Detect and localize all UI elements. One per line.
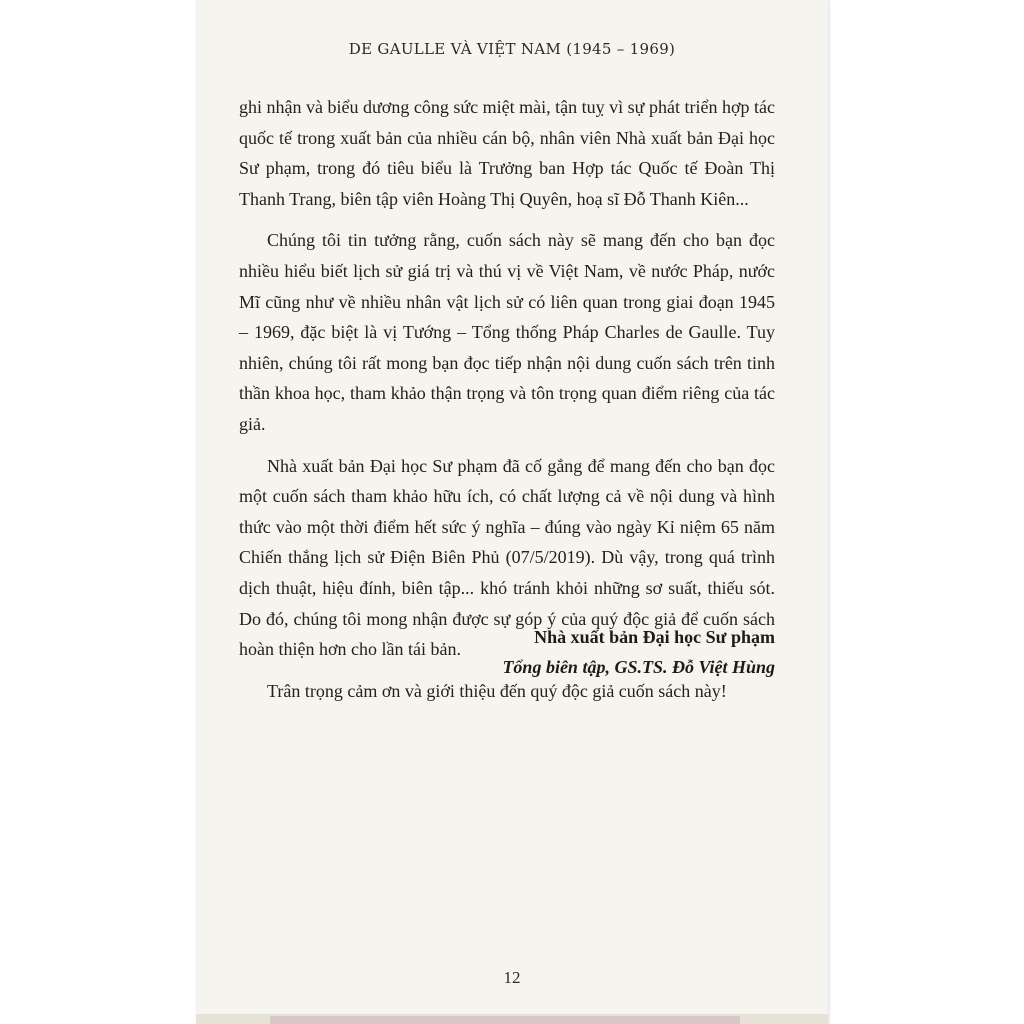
paragraph-4: Trân trọng cảm ơn và giới thiệu đến quý độc giả cuốn sách này! — [267, 680, 727, 701]
editor-signature: Tổng biên tập, GS.TS. Đỗ Việt Hùng — [502, 657, 775, 677]
publisher-signature: Nhà xuất bản Đại học Sư phạm — [534, 627, 775, 647]
paragraph-2: Chúng tôi tin tưởng rằng, cuốn sách này sẽ mang đến cho bạn đọc nhiều hiểu biết lịch sử giá trị và thú vị về Việt Nam, về nước Pháp, nước Mĩ cũng như về nhiều nhân vật lịch sử có liên quan trong giai đoạn 1945 – 1969, đặc biệt là vị Tướng – Tổng thống Pháp Charles de Gaulle. Tuy nhiên, chúng tôi rất mong bạn đọc tiếp nhận nội dung cuốn sách trên tinh thần khoa học, tham khảo thận trọng và tôn trọng quan điểm riêng của tác giả. — [239, 230, 775, 434]
paragraph-3: Nhà xuất bản Đại học Sư phạm đã cố gắng để mang đến cho bạn đọc một cuốn sách tham khảo hữu ích, có chất lượng cả về nội dung và hình thức vào một thời điểm hết sức ý nghĩa – đúng vào ngày Kỉ niệm 65 năm Chiến thắng lịch sử Điện Biên Phủ (07/5/2019). Dù vậy, trong quá trình dịch thuật, hiệu đính, biên tập... khó tránh khỏi những sơ suất, thiếu sót. Do đó, chúng tôi mong nhận được sự góp ý của quý độc giả để cuốn sách hoàn thiện hơn cho lần tái bản. — [239, 455, 775, 660]
page-number: 12 — [503, 968, 521, 987]
cover-edge — [270, 1016, 740, 1024]
running-header: DE GAULLE VÀ VIỆT NAM (1945 – 1969) — [348, 40, 676, 58]
body-text — [239, 92, 775, 717]
paragraph-1: ghi nhận và biểu dương công sức miệt mài, tận tuỵ vì sự phát triển hợp tác quốc tế trong xuất bản của nhiều cán bộ, nhân viên Nhà xuất bản Đại học Sư phạm, trong đó tiêu biểu là Trưởng ban Hợp tác Quốc tế Đoàn Thị Thanh Trang, biên tập viên Hoàng Thị Quyên, hoạ sĩ Đỗ Thanh Kiên... — [239, 97, 775, 209]
